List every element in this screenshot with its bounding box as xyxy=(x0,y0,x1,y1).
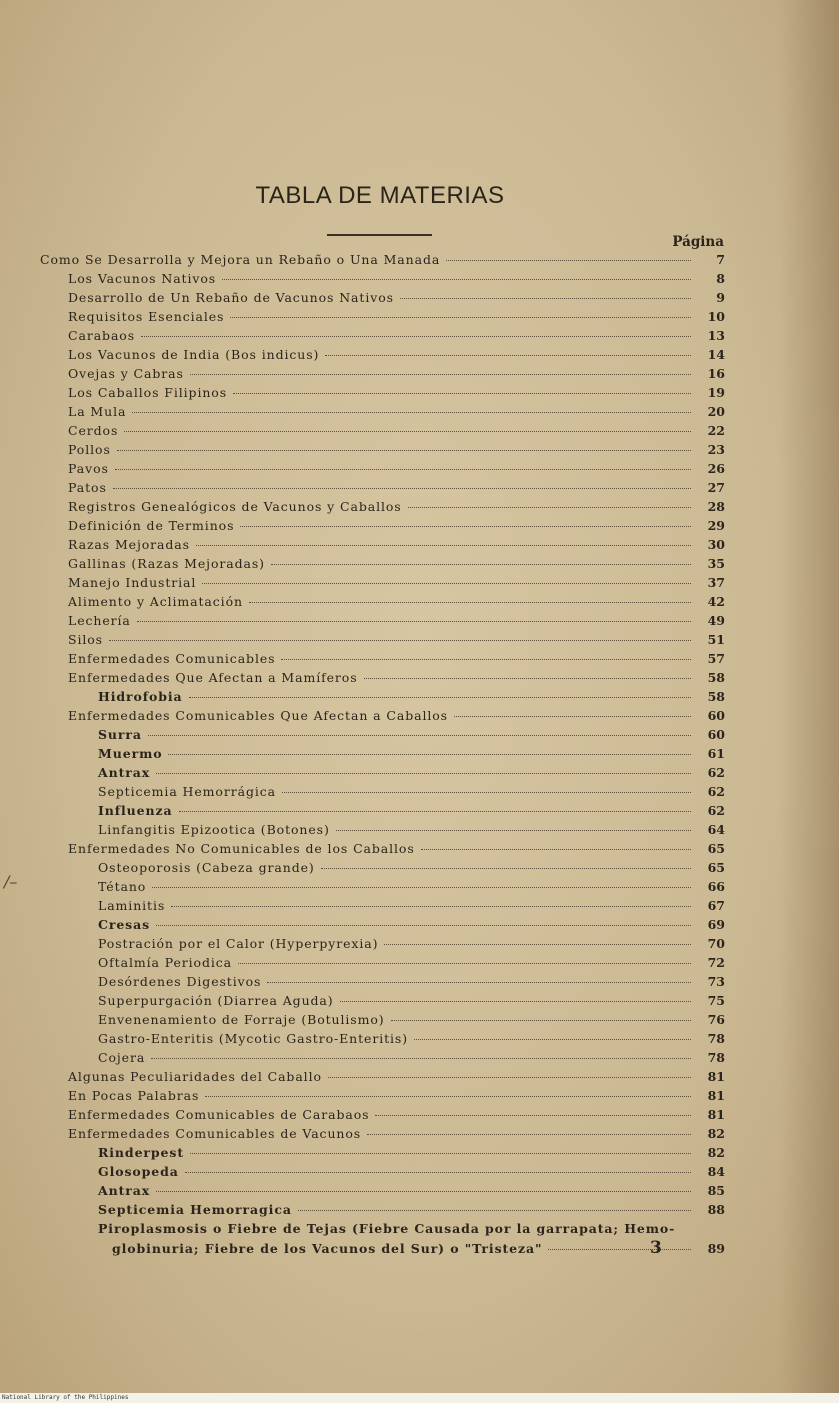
page-title: TABLA DE MATERIAS xyxy=(255,182,505,209)
toc-entry-continuation xyxy=(112,1241,725,1259)
toc-entry xyxy=(98,1164,725,1182)
leader-dots xyxy=(115,469,691,470)
toc-entry-page: 73 xyxy=(707,974,725,989)
toc-entry xyxy=(68,347,725,365)
toc-entry-page: 76 xyxy=(707,1012,725,1027)
leader-dots xyxy=(202,583,691,584)
leader-dots xyxy=(179,811,692,812)
leader-dots xyxy=(375,1115,691,1116)
toc-entry-page: 49 xyxy=(707,613,725,628)
leader-dots xyxy=(151,1058,691,1059)
toc-entry xyxy=(68,480,725,498)
toc-entry-title: Desarrollo de Un Rebaño de Vacunos Nativos xyxy=(68,290,394,305)
leader-dots xyxy=(233,393,691,394)
toc-entry xyxy=(68,670,725,688)
toc-entry-title: Pollos xyxy=(68,442,111,457)
leader-dots xyxy=(367,1134,691,1135)
toc-entry-page: 9 xyxy=(716,290,725,305)
toc-entry-title: Registros Genealógicos de Vacunos y Caballos xyxy=(68,499,402,514)
toc-entry xyxy=(98,879,725,897)
leader-dots xyxy=(124,431,691,432)
toc-entry-page: 75 xyxy=(707,993,725,1008)
toc-entry xyxy=(98,955,725,973)
toc-entry-page: 13 xyxy=(707,328,725,343)
toc-entry-title: Oftalmía Periodica xyxy=(98,955,233,970)
toc-entry xyxy=(98,1012,725,1030)
title-rule xyxy=(327,234,432,236)
leader-dots xyxy=(190,1153,691,1154)
toc-entry-title: Laminitis xyxy=(98,898,166,913)
toc-entry-title: Cerdos xyxy=(68,423,119,438)
footer-credit: National Library of the Philippines xyxy=(0,1393,839,1403)
toc-entry xyxy=(68,518,725,536)
toc-entry-page: 62 xyxy=(707,784,725,799)
leader-dots xyxy=(421,849,691,850)
leader-dots xyxy=(548,1249,691,1250)
toc-entry xyxy=(68,423,725,441)
toc-entry-title: Patos xyxy=(68,480,107,495)
leader-dots xyxy=(148,735,691,736)
toc-entry-title: Linfangitis Epizootica (Botones) xyxy=(98,822,330,837)
toc-entry-title: En Pocas Palabras xyxy=(68,1088,200,1103)
toc-entry xyxy=(68,594,725,612)
leader-dots xyxy=(271,564,691,565)
leader-dots xyxy=(168,754,691,755)
toc-entry xyxy=(98,1145,725,1163)
leader-dots xyxy=(454,716,691,717)
toc-entry xyxy=(68,385,725,403)
toc-entry-title: Algunas Peculiaridades del Caballo xyxy=(68,1069,322,1084)
toc-entry-title: Enfermedades No Comunicables de los Caballos xyxy=(68,841,415,856)
toc-entry-title: Enfermedades Que Afectan a Mamíferos xyxy=(68,670,358,685)
toc-entry-page: 27 xyxy=(707,480,725,495)
toc-entry-title: Septicemia Hemorrágica xyxy=(98,784,276,799)
toc-entry-page: 10 xyxy=(707,309,725,324)
toc-entry xyxy=(68,461,725,479)
toc-entry-page: 69 xyxy=(707,917,725,932)
toc-entry xyxy=(68,328,725,346)
toc-entry-page: 60 xyxy=(707,727,725,742)
toc-entry-title: Enfermedades Comunicables Que Afectan a Caballos xyxy=(68,708,448,723)
leader-dots xyxy=(156,925,691,926)
leader-dots xyxy=(408,507,691,508)
toc-entry xyxy=(68,632,725,650)
toc-entry-title: Desórdenes Digestivos xyxy=(98,974,262,989)
toc-entry xyxy=(68,708,725,726)
toc-entry-title: Influenza xyxy=(98,803,173,818)
toc-entry xyxy=(98,1050,725,1068)
leader-dots xyxy=(132,412,691,413)
toc-entry-title: Postración por el Calor (Hyperpyrexia) xyxy=(98,936,379,951)
toc-entry-page: 14 xyxy=(707,347,725,362)
toc-entry-page: 19 xyxy=(707,385,725,400)
toc-entry-page: 58 xyxy=(707,670,725,685)
leader-dots xyxy=(364,678,691,679)
toc-entry-title: Muermo xyxy=(98,746,163,761)
toc-entry-title: Tétano xyxy=(98,879,147,894)
toc-entry-title: Glosopeda xyxy=(98,1164,179,1179)
toc-entry-page: 81 xyxy=(707,1088,725,1103)
toc-entry-page: 88 xyxy=(707,1202,725,1217)
toc-entry-title: globinuria; Fiebre de los Vacunos del Sur) o "Tristeza" xyxy=(112,1241,543,1256)
toc-entry-page: 67 xyxy=(707,898,725,913)
toc-entry xyxy=(68,499,725,517)
toc-entry xyxy=(98,936,725,954)
toc-entry-title: Rinderpest xyxy=(98,1145,185,1160)
toc-entry-title: Piroplasmosis o Fiebre de Tejas (Fiebre Causada por la garrapata; Hemo- xyxy=(98,1221,676,1236)
toc-entry-page: 78 xyxy=(707,1050,725,1065)
toc-entry-page: 85 xyxy=(707,1183,725,1198)
toc-entry xyxy=(98,860,725,878)
leader-dots xyxy=(400,298,691,299)
leader-dots xyxy=(336,830,691,831)
toc-entry-title: Los Vacunos Nativos xyxy=(68,271,217,286)
toc-entry xyxy=(68,404,725,422)
toc-entry xyxy=(68,442,725,460)
page-edge-shadow xyxy=(779,0,839,1403)
toc-entry xyxy=(98,727,725,745)
leader-dots xyxy=(222,279,691,280)
toc-entry-title: Antrax xyxy=(98,1183,151,1198)
leader-dots xyxy=(109,640,691,641)
toc-entry xyxy=(40,252,725,270)
toc-entry xyxy=(68,309,725,327)
toc-entry-title: Antrax xyxy=(98,765,151,780)
leader-dots xyxy=(117,450,691,451)
toc-entry xyxy=(68,366,725,384)
toc-entry-title: Ovejas y Cabras xyxy=(68,366,184,381)
toc-entry-page: 62 xyxy=(707,765,725,780)
leader-dots xyxy=(321,868,691,869)
toc-entry-page: 26 xyxy=(707,461,725,476)
toc-entry-page: 22 xyxy=(707,423,725,438)
toc-entry xyxy=(98,746,725,764)
toc-entry-title: Como Se Desarrolla y Mejora un Rebaño o Una Manada xyxy=(40,252,441,267)
toc-entry-page: 30 xyxy=(707,537,725,552)
leader-dots xyxy=(156,1191,691,1192)
leader-dots xyxy=(189,697,691,698)
toc-entry-page: 42 xyxy=(707,594,725,609)
toc-entry-page: 16 xyxy=(707,366,725,381)
toc-entry-title: Envenenamiento de Forraje (Botulismo) xyxy=(98,1012,385,1027)
toc-entry-title: Carabaos xyxy=(68,328,136,343)
leader-dots xyxy=(328,1077,691,1078)
toc-entry-page: 66 xyxy=(707,879,725,894)
toc-entry xyxy=(98,1202,725,1220)
leader-dots xyxy=(190,374,691,375)
leader-dots xyxy=(414,1039,691,1040)
toc-entry xyxy=(98,1031,725,1049)
toc-entry-page: 78 xyxy=(707,1031,725,1046)
toc-entry-page: 58 xyxy=(707,689,725,704)
toc-entry-page: 60 xyxy=(707,708,725,723)
toc-entry xyxy=(98,898,725,916)
toc-entry-title: Razas Mejoradas xyxy=(68,537,190,552)
toc-entry xyxy=(98,822,725,840)
toc-entry-title: La Mula xyxy=(68,404,127,419)
toc-entry-title: Gallinas (Razas Mejoradas) xyxy=(68,556,265,571)
toc-entry-title: Osteoporosis (Cabeza grande) xyxy=(98,860,315,875)
toc-entry xyxy=(68,841,725,859)
toc-entry xyxy=(98,803,725,821)
toc-entry xyxy=(68,1088,725,1106)
toc-entry-title: Silos xyxy=(68,632,103,647)
leader-dots xyxy=(281,659,691,660)
toc-entry xyxy=(68,556,725,574)
toc-entry-page: 37 xyxy=(707,575,725,590)
toc-entry-page: 57 xyxy=(707,651,725,666)
leader-dots xyxy=(267,982,691,983)
toc-entry-page: 89 xyxy=(707,1241,725,1256)
toc-entry xyxy=(68,1126,725,1144)
leader-dots xyxy=(230,317,691,318)
toc-entry-page: 82 xyxy=(707,1145,725,1160)
leader-dots xyxy=(205,1096,691,1097)
toc-entry-title: Requisitos Esenciales xyxy=(68,309,225,324)
toc-entry xyxy=(68,651,725,669)
toc-entry-title: Pavos xyxy=(68,461,109,476)
toc-entry-title: Manejo Industrial xyxy=(68,575,197,590)
toc-entry-title: Superpurgación (Diarrea Aguda) xyxy=(98,993,334,1008)
toc-entry-page: 82 xyxy=(707,1126,725,1141)
leader-dots xyxy=(325,355,691,356)
toc-entry xyxy=(98,974,725,992)
toc-entry xyxy=(98,1183,725,1201)
toc-entry-title: Enfermedades Comunicables xyxy=(68,651,276,666)
leader-dots xyxy=(446,260,691,261)
toc-entry-page: 35 xyxy=(707,556,725,571)
toc-entry-title: Los Caballos Filipinos xyxy=(68,385,228,400)
toc-entry-page: 61 xyxy=(707,746,725,761)
toc-entry-page: 81 xyxy=(707,1069,725,1084)
toc-entry-page: 65 xyxy=(707,860,725,875)
toc-entry xyxy=(98,765,725,783)
toc-entry-title: Alimento y Aclimatación xyxy=(68,594,243,609)
margin-pencil-mark: /– xyxy=(4,872,18,891)
toc-entry-title: Hidrofobia xyxy=(98,689,183,704)
toc-entry-title: Gastro-Enteritis (Mycotic Gastro-Enteritis) xyxy=(98,1031,409,1046)
leader-dots xyxy=(156,773,691,774)
leader-dots xyxy=(282,792,691,793)
leader-dots xyxy=(141,336,691,337)
toc-entry xyxy=(98,784,725,802)
toc-entry xyxy=(68,1069,725,1087)
leader-dots xyxy=(249,602,691,603)
toc-entry xyxy=(98,917,725,935)
toc-entry-title: Enfermedades Comunicables de Carabaos xyxy=(68,1107,370,1122)
page-number: 3 xyxy=(650,1238,662,1258)
toc-entry xyxy=(68,290,725,308)
toc-entry-page: 72 xyxy=(707,955,725,970)
leader-dots xyxy=(340,1001,691,1002)
toc-entry xyxy=(68,575,725,593)
leader-dots xyxy=(152,887,691,888)
toc-entry-page: 8 xyxy=(716,271,725,286)
toc-entry xyxy=(68,613,725,631)
toc-entry-title: Cojera xyxy=(98,1050,146,1065)
toc-entry-page: 29 xyxy=(707,518,725,533)
leader-dots xyxy=(137,621,691,622)
leader-dots xyxy=(391,1020,691,1021)
leader-dots xyxy=(240,526,691,527)
toc-entry xyxy=(68,271,725,289)
column-header-page: Página xyxy=(672,234,724,250)
leader-dots xyxy=(238,963,691,964)
toc-entry-title: Lechería xyxy=(68,613,131,628)
toc-entry-page: 70 xyxy=(707,936,725,951)
toc-entry-page: 7 xyxy=(716,252,725,267)
toc-entry-page: 65 xyxy=(707,841,725,856)
toc-entry-page: 23 xyxy=(707,442,725,457)
toc-entry-title: Septicemia Hemorragica xyxy=(98,1202,292,1217)
toc-entry-page: 51 xyxy=(707,632,725,647)
leader-dots xyxy=(384,944,691,945)
leader-dots xyxy=(185,1172,691,1173)
toc-entry xyxy=(98,993,725,1011)
toc-entry-title: Cresas xyxy=(98,917,151,932)
toc-entry-page: 81 xyxy=(707,1107,725,1122)
toc-entry xyxy=(98,689,725,707)
toc-entry-title: Enfermedades Comunicables de Vacunos xyxy=(68,1126,362,1141)
toc-entry-title: Los Vacunos de India (Bos indicus) xyxy=(68,347,320,362)
toc-entry-title: Definición de Terminos xyxy=(68,518,235,533)
leader-dots xyxy=(113,488,691,489)
toc-entry-page: 64 xyxy=(707,822,725,837)
toc-entry xyxy=(68,537,725,555)
toc-entry xyxy=(68,1107,725,1125)
leader-dots xyxy=(171,906,691,907)
toc-entry xyxy=(98,1221,725,1239)
toc-entry-page: 62 xyxy=(707,803,725,818)
toc-entry-page: 84 xyxy=(707,1164,725,1179)
leader-dots xyxy=(196,545,691,546)
toc-entry-page: 20 xyxy=(707,404,725,419)
toc-entry-page: 28 xyxy=(707,499,725,514)
toc-entry-title: Surra xyxy=(98,727,142,742)
leader-dots xyxy=(298,1210,691,1211)
